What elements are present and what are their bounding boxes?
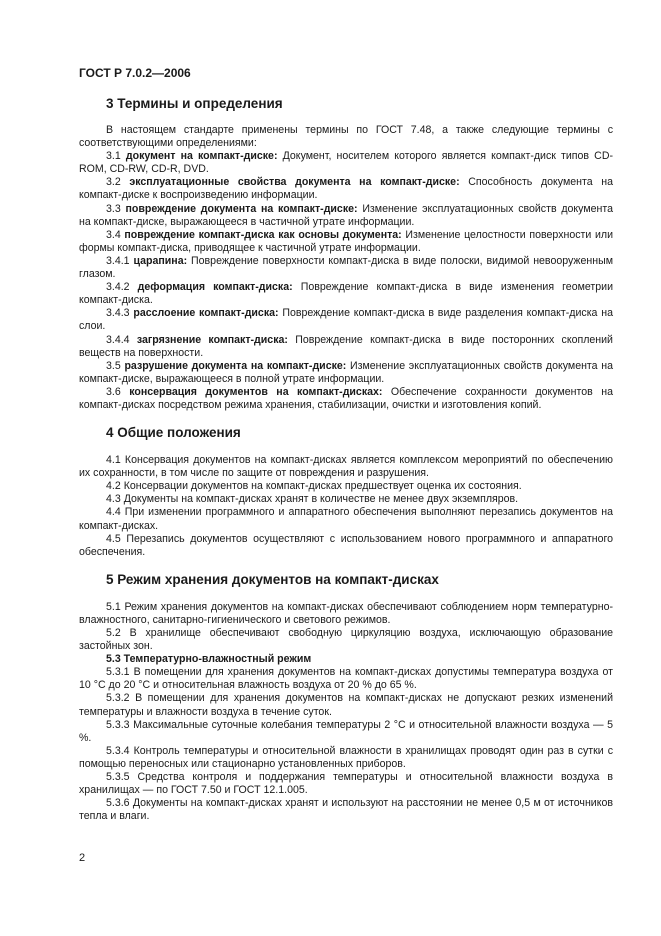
paragraph [79, 533, 613, 559]
clause-number: 3.4.3 [106, 307, 130, 320]
paragraph [79, 386, 613, 412]
paragraph-text: Документы на компакт-дисках хранят и используют на расстоянии не менее 0,5 м от источников тепла и влаги. [79, 797, 613, 823]
paragraph-text: Документ, носителем которого является компакт-диск типов CD-ROM, CD-RW, CD-R, DVD. [79, 150, 614, 176]
paragraph [79, 454, 613, 480]
paragraph-text: При изменении программного и аппаратного обеспечения выполняют перезапись документов на компакт-дисках. [79, 506, 613, 532]
term: расслоение компакт-диска: [133, 307, 279, 320]
paragraph-text: В настоящем стандарте применены термины по ГОСТ 7.48, а также следующие термины с соответствующими определениями: [79, 124, 613, 150]
paragraph-text: Способность документа на компакт-диске к воспроизведению информации. [79, 176, 613, 202]
term: документ на компакт-диске: [125, 150, 278, 163]
clause-number: 5.2 [106, 627, 121, 639]
term: разрушение документа на компакт-диске: [124, 359, 347, 372]
clause-number: 3.4.2 [106, 281, 130, 294]
paragraph [79, 360, 613, 386]
clause-number: 3.6 [106, 385, 121, 398]
paragraph [79, 124, 613, 150]
paragraph-text: В помещении для хранения документов на компакт-дисках не допускают резких изменений температуры и влажности воздуха в течение суток. [79, 692, 613, 718]
clause-number: 3.4 [106, 228, 121, 241]
section-heading: 5 Режим хранения документов на компакт-дисках [106, 571, 439, 587]
paragraph-text: В помещении для хранения документов на компакт-дисках допустимы температура воздуха от 10 °C до 20 °C и относительная влажность воздуха от 20 % до 65 %. [79, 666, 613, 692]
paragraph [79, 480, 613, 493]
paragraph-text: Перезапись документов осуществляют с использованием нового программного и аппаратного обеспечения. [79, 532, 613, 558]
paragraph [79, 692, 613, 718]
term: загрязнение компакт-диска: [136, 333, 288, 346]
paragraph [79, 506, 613, 532]
paragraph-text: Повреждение поверхности компакт-диска в виде полоски, видимой невооруженным глазом. [79, 254, 613, 281]
clause-number: 5.3.1 [106, 666, 130, 679]
paragraph [79, 719, 613, 745]
clause-number: 5.3.6 [106, 797, 130, 810]
paragraph-text: Режим хранения документов на компакт-дисках обеспечивают соблюдением норм температурно-влажностного, санитарно-гигиенического и светового режимов. [79, 600, 613, 626]
section-heading: 4 Общие положения [106, 425, 241, 441]
term: повреждение документа на компакт-диске: [125, 202, 358, 215]
clause-number: 4.4 [106, 506, 121, 519]
clause-number: 5.1 [106, 600, 121, 613]
paragraph [79, 493, 613, 506]
clause-number: 3.3 [106, 202, 121, 215]
paragraph [79, 307, 613, 333]
paragraph [79, 150, 613, 176]
paragraph [79, 771, 613, 797]
paragraph-text: Документы на компакт-дисках хранят в количестве не менее двух экземпляров. [123, 493, 519, 506]
paragraph [79, 627, 613, 653]
paragraph [79, 229, 613, 255]
clause-number: 5.3.3 [106, 718, 130, 731]
paragraph [79, 666, 613, 692]
paragraph [79, 255, 613, 281]
clause-number: 3.1 [106, 150, 121, 163]
paragraph [79, 281, 613, 307]
document-body [79, 84, 613, 823]
clause-number: 4.1 [106, 454, 121, 467]
paragraph [79, 745, 613, 771]
clause-number: 3.4.1 [106, 254, 130, 267]
paragraph-text: Изменение целостности поверхности или формы компакт-диска, приводящее к частичной утрате информации. [79, 228, 613, 254]
paragraph [79, 203, 613, 229]
clause-number: 3.5 [106, 359, 121, 372]
clause-number: 4.3 [106, 493, 121, 506]
page-number: 2 [79, 852, 86, 864]
paragraph-text: В хранилище обеспечивают свободную циркуляцию воздуха, исключающую образование застойных зон. [79, 627, 613, 653]
clause-number: 3.2 [106, 176, 121, 189]
document-header: ГОСТ Р 7.0.2—2006 [79, 66, 191, 80]
paragraph [79, 601, 613, 627]
paragraph-text: Изменение эксплуатационных свойств документа на компакт-диске, выражающееся в полной утрате информации. [79, 359, 614, 385]
paragraph [79, 334, 613, 360]
paragraph-text: Обеспечение сохранности документов на компакт-дисках посредством режима хранения, стабилизации, очистки и изготовления копий. [79, 385, 613, 411]
clause-number: 3.4.4 [106, 333, 130, 346]
clause-number: 5.3.5 [106, 771, 130, 784]
term: деформация компакт-диска: [137, 281, 293, 294]
subsection-heading: 5.3 Температурно-влажностный режим [106, 653, 312, 666]
paragraph-text: Повреждение компакт-диска в виде разделения компакт-диска на слои. [79, 307, 613, 333]
paragraph [79, 176, 613, 202]
paragraph-text: Повреждение компакт-диска в виде изменения геометрии компакт-диска. [79, 281, 613, 307]
term: эксплуатационные свойства документа на компакт-диске: [129, 176, 460, 189]
term: консервация документов на компакт-дисках: [129, 385, 383, 398]
paragraph-text: Консервация документов на компакт-дисках является комплексом мероприятий по обеспечению их сохранности, в том числе по защите от повреждения и разрушения. [79, 454, 613, 480]
term: царапина: [133, 254, 188, 267]
clause-number: 5.3.4 [106, 744, 130, 757]
paragraph-text: Максимальные суточные колебания температуры 2 °C и относительной влажности воздуха — 5 %. [79, 718, 613, 744]
paragraph-text: Консервации документов на компакт-дисках предшествует оценка их состояния. [123, 480, 522, 493]
paragraph [79, 797, 613, 823]
paragraph-text: Контроль температуры и относительной влажности в хранилищах проводят один раз в сутки с помощью переносных или стационарно установленных приборов. [79, 744, 613, 770]
term: повреждение компакт-диска как основы документа: [124, 228, 402, 241]
clause-number: 4.2 [106, 480, 121, 493]
clause-number: 5.3.2 [106, 692, 130, 705]
paragraph-text: Средства контроля и поддержания температуры и относительной влажности воздуха в хранилищах — по ГОСТ 7.50 и ГОСТ 12.1.005. [79, 771, 614, 797]
paragraph-text: Повреждение компакт-диска в виде посторонних скоплений веществ на поверхности. [79, 333, 613, 359]
clause-number: 4.5 [106, 532, 121, 545]
paragraph-text: Изменение эксплуатационных свойств документа на компакт-диске, выражающееся в частичной утрате информации. [79, 202, 613, 228]
section-heading: 3 Термины и определения [106, 96, 283, 111]
